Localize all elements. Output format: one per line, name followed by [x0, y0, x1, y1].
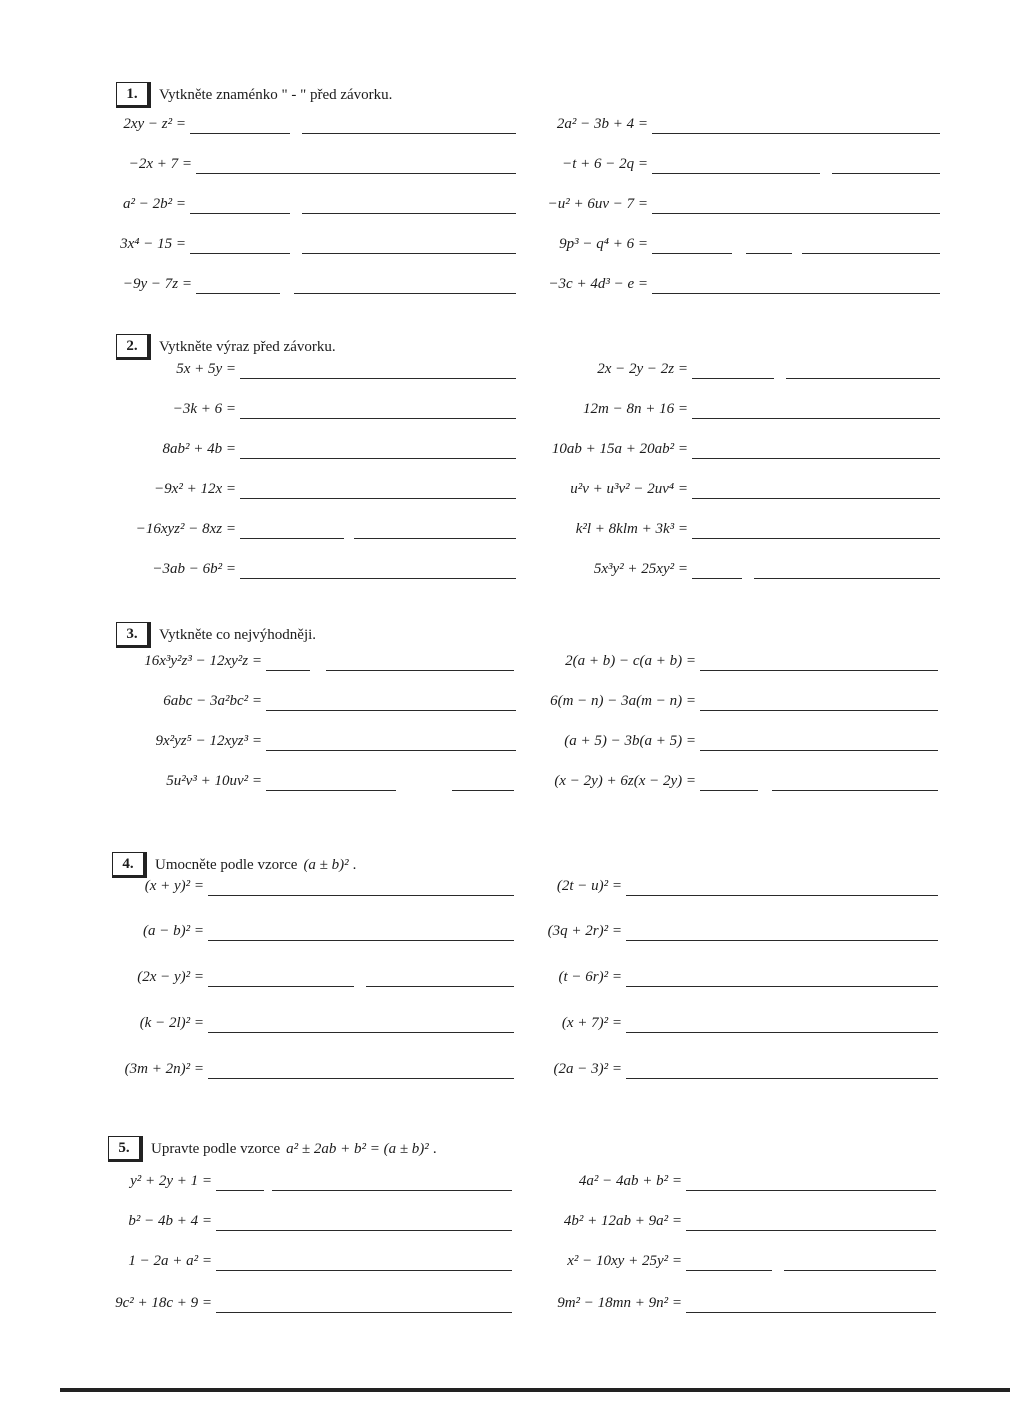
section-1-heading [116, 82, 392, 108]
exercise-2-right-2 [540, 396, 688, 420]
answer-blank-line[interactable] [266, 790, 396, 791]
answer-blank-line[interactable] [216, 1270, 512, 1271]
exercise-3-left-3 [110, 728, 262, 752]
section-number: 3. [116, 622, 151, 648]
answer-blank-line[interactable] [302, 213, 516, 214]
answer-blank-line[interactable] [216, 1190, 264, 1191]
exercise-expression: −16xyz² − 8xz = [135, 521, 236, 537]
answer-blank-line[interactable] [240, 578, 516, 579]
exercise-expression: (a + 5) − 3b(a + 5) = [564, 733, 696, 749]
exercise-4-right-4 [540, 1010, 622, 1034]
exercise-2-right-4 [540, 476, 688, 500]
exercise-expression: 1 − 2a + a² = [128, 1253, 212, 1269]
answer-blank-line[interactable] [208, 940, 514, 941]
section-number: 1. [116, 82, 151, 108]
answer-blank-line[interactable] [652, 133, 940, 134]
answer-blank-line[interactable] [626, 986, 938, 987]
exercise-4-right-5 [540, 1056, 622, 1080]
exercise-2-left-2 [116, 396, 236, 420]
exercise-1-left-1 [116, 111, 186, 135]
answer-blank-line[interactable] [196, 173, 516, 174]
answer-blank-line[interactable] [692, 498, 940, 499]
exercise-1-left-3 [116, 191, 186, 215]
exercise-1-left-2 [116, 151, 192, 175]
exercise-expression: (2a − 3)² = [553, 1061, 622, 1077]
exercise-3-left-4 [110, 768, 262, 792]
exercise-expression: −3k + 6 = [172, 401, 236, 417]
answer-blank-line[interactable] [208, 1078, 514, 1079]
answer-blank-line[interactable] [272, 1190, 512, 1191]
answer-blank-line[interactable] [208, 895, 514, 896]
formula-period: . [352, 856, 357, 873]
exercise-expression: 6(m − n) − 3a(m − n) = [550, 693, 696, 709]
exercise-4-left-5 [110, 1056, 204, 1080]
exercise-1-right-2 [540, 151, 648, 175]
answer-blank-line[interactable] [626, 940, 938, 941]
answer-blank-line[interactable] [772, 790, 938, 791]
exercise-2-left-4 [116, 476, 236, 500]
exercise-3-left-2 [110, 688, 262, 712]
exercise-expression: 9x²yz⁵ − 12xyz³ = [155, 733, 262, 749]
exercise-expression: 6abc − 3a²bc² = [163, 693, 262, 709]
section-number: 5. [108, 1136, 143, 1162]
answer-blank-line[interactable] [626, 1032, 938, 1033]
exercise-expression: −3ab − 6b² = [152, 561, 236, 577]
exercise-expression: 5u²v³ + 10uv² = [166, 773, 262, 789]
answer-blank-line[interactable] [240, 498, 516, 499]
exercise-expression: 9c² + 18c + 9 = [115, 1295, 212, 1311]
exercise-expression: 2a² − 3b + 4 = [556, 116, 648, 132]
section-3-heading [116, 622, 316, 648]
answer-blank-line[interactable] [240, 458, 516, 459]
answer-blank-line[interactable] [240, 418, 516, 419]
exercise-expression: 9m² − 18mn + 9n² = [557, 1295, 682, 1311]
exercise-2-left-6 [116, 556, 236, 580]
answer-blank-line[interactable] [216, 1312, 512, 1313]
exercise-expression: −9x² + 12x = [154, 481, 236, 497]
exercise-1-left-4 [116, 231, 186, 255]
exercise-expression: −u² + 6uv − 7 = [547, 196, 648, 212]
exercise-5-left-2 [108, 1208, 212, 1232]
answer-blank-line[interactable] [652, 213, 940, 214]
exercise-2-left-3 [116, 436, 236, 460]
section-instruction: Umocněte podle vzorce [155, 856, 298, 873]
answer-blank-line[interactable] [692, 538, 940, 539]
exercise-5-right-1 [536, 1168, 682, 1192]
exercise-expression: (x + 7)² = [561, 1015, 622, 1031]
exercise-3-right-1 [540, 648, 696, 672]
exercise-4-left-4 [110, 1010, 204, 1034]
section-5-heading [108, 1136, 437, 1162]
section-instruction: Vytkněte znaménko " - " před závorku. [159, 86, 393, 103]
exercise-expression: 4b² + 12ab + 9a² = [563, 1213, 682, 1229]
exercise-expression: (t − 6r)² = [558, 969, 622, 985]
section-formula: a² ± 2ab + b² = (a ± b)² [286, 1140, 429, 1157]
answer-blank-line[interactable] [326, 670, 514, 671]
exercise-4-right-2 [540, 918, 622, 942]
exercise-expression: (a − b)² = [143, 923, 204, 939]
exercise-expression: 12m − 8n + 16 = [583, 401, 688, 417]
exercise-1-right-5 [540, 271, 648, 295]
answer-blank-line[interactable] [266, 750, 516, 751]
answer-blank-line[interactable] [626, 895, 938, 896]
exercise-expression: y² + 2y + 1 = [130, 1173, 212, 1189]
answer-blank-line[interactable] [700, 790, 758, 791]
exercise-2-left-5 [116, 516, 236, 540]
answer-blank-line[interactable] [686, 1312, 936, 1313]
answer-blank-line[interactable] [692, 418, 940, 419]
answer-blank-line[interactable] [692, 458, 940, 459]
exercise-expression: k²l + 8klm + 3k³ = [575, 521, 688, 537]
exercise-expression: 10ab + 15a + 20ab² = [551, 441, 688, 457]
exercise-4-left-3 [110, 964, 204, 988]
answer-blank-line[interactable] [266, 710, 516, 711]
exercise-expression: (2x − y)² = [137, 969, 204, 985]
answer-blank-line[interactable] [686, 1190, 936, 1191]
exercise-3-right-3 [540, 728, 696, 752]
exercise-expression: 2xy − z² = [123, 116, 186, 132]
answer-blank-line[interactable] [832, 173, 940, 174]
section-number: 4. [112, 852, 147, 878]
exercise-5-right-4 [536, 1290, 682, 1314]
answer-blank-line[interactable] [240, 538, 344, 539]
exercise-expression: −t + 6 − 2q = [562, 156, 648, 172]
exercise-expression: (k − 2l)² = [139, 1015, 204, 1031]
exercise-expression: 2x − 2y − 2z = [597, 361, 688, 377]
answer-blank-line[interactable] [294, 293, 516, 294]
exercise-expression: a² − 2b² = [123, 196, 186, 212]
exercise-expression: 2(a + b) − c(a + b) = [565, 653, 696, 669]
exercise-expression: −3c + 4d³ − e = [548, 276, 648, 292]
answer-blank-line[interactable] [190, 133, 290, 134]
section-instruction: Upravte podle vzorce [151, 1140, 281, 1157]
exercise-expression: (2t − u)² = [556, 878, 622, 894]
exercise-expression: 4a² − 4ab + b² = [578, 1173, 682, 1189]
answer-blank-line[interactable] [802, 253, 940, 254]
exercise-2-right-6 [540, 556, 688, 580]
exercise-5-left-4 [108, 1290, 212, 1314]
answer-blank-line[interactable] [208, 1032, 514, 1033]
exercise-expression: (x − 2y) + 6z(x − 2y) = [554, 773, 696, 789]
exercise-2-left-1 [116, 356, 236, 380]
answer-blank-line[interactable] [700, 750, 938, 751]
answer-blank-line[interactable] [302, 253, 516, 254]
answer-blank-line[interactable] [366, 986, 514, 987]
exercise-5-right-2 [536, 1208, 682, 1232]
exercise-2-right-5 [540, 516, 688, 540]
answer-blank-line[interactable] [216, 1230, 512, 1231]
answer-blank-line[interactable] [652, 253, 732, 254]
answer-blank-line[interactable] [302, 133, 516, 134]
exercise-3-left-1 [110, 648, 262, 672]
exercise-expression: (3q + 2r)² = [547, 923, 622, 939]
exercise-expression: 3x⁴ − 15 = [120, 236, 186, 252]
exercise-4-right-3 [540, 964, 622, 988]
exercise-expression: (3m + 2n)² = [124, 1061, 204, 1077]
exercise-4-left-2 [110, 918, 204, 942]
exercise-2-right-3 [540, 436, 688, 460]
answer-blank-line[interactable] [452, 790, 514, 791]
exercise-expression: −9y − 7z = [122, 276, 192, 292]
exercise-2-right-1 [540, 356, 688, 380]
answer-blank-line[interactable] [700, 710, 938, 711]
exercise-expression: 9p³ − q⁴ + 6 = [559, 236, 648, 252]
exercise-expression: 5x³y² + 25xy² = [593, 561, 688, 577]
section-formula: (a ± b)² [303, 856, 349, 873]
section-instruction: Vytkněte výraz před závorku. [159, 338, 336, 355]
answer-blank-line[interactable] [686, 1230, 936, 1231]
exercise-1-right-4 [540, 231, 648, 255]
answer-blank-line[interactable] [652, 173, 820, 174]
exercise-1-right-1 [540, 111, 648, 135]
exercise-1-right-3 [540, 191, 648, 215]
answer-blank-line[interactable] [240, 378, 516, 379]
exercise-expression: 16x³y²z³ − 12xy²z = [144, 653, 262, 669]
answer-blank-line[interactable] [208, 986, 354, 987]
answer-blank-line[interactable] [692, 378, 774, 379]
formula-period: . [432, 1140, 437, 1157]
exercise-3-right-2 [540, 688, 696, 712]
answer-blank-line[interactable] [626, 1078, 938, 1079]
exercise-expression: −2x + 7 = [128, 156, 192, 172]
answer-blank-line[interactable] [784, 1270, 936, 1271]
footer-rule [60, 1388, 1010, 1392]
answer-blank-line[interactable] [652, 293, 940, 294]
answer-blank-line[interactable] [354, 538, 516, 539]
answer-blank-line[interactable] [746, 253, 792, 254]
exercise-5-left-3 [108, 1248, 212, 1272]
answer-blank-line[interactable] [196, 293, 280, 294]
answer-blank-line[interactable] [754, 578, 940, 579]
exercise-5-right-3 [536, 1248, 682, 1272]
exercise-expression: b² − 4b + 4 = [128, 1213, 212, 1229]
exercise-expression: (x + y)² = [144, 878, 204, 894]
exercise-expression: 5x + 5y = [176, 361, 236, 377]
exercise-expression: x² − 10xy + 25y² = [567, 1253, 682, 1269]
answer-blank-line[interactable] [266, 670, 310, 671]
exercise-3-right-4 [540, 768, 696, 792]
exercise-expression: 8ab² + 4b = [162, 441, 236, 457]
exercise-expression: u²v + u³v² − 2uv⁴ = [570, 481, 688, 497]
exercise-4-right-1 [540, 873, 622, 897]
answer-blank-line[interactable] [786, 378, 940, 379]
exercise-1-left-5 [116, 271, 192, 295]
answer-blank-line[interactable] [686, 1270, 772, 1271]
answer-blank-line[interactable] [190, 213, 290, 214]
answer-blank-line[interactable] [700, 670, 938, 671]
answer-blank-line[interactable] [692, 578, 742, 579]
answer-blank-line[interactable] [190, 253, 290, 254]
section-number: 2. [116, 334, 151, 360]
exercise-4-left-1 [110, 873, 204, 897]
exercise-5-left-1 [108, 1168, 212, 1192]
section-instruction: Vytkněte co nejvýhodněji. [159, 626, 317, 643]
